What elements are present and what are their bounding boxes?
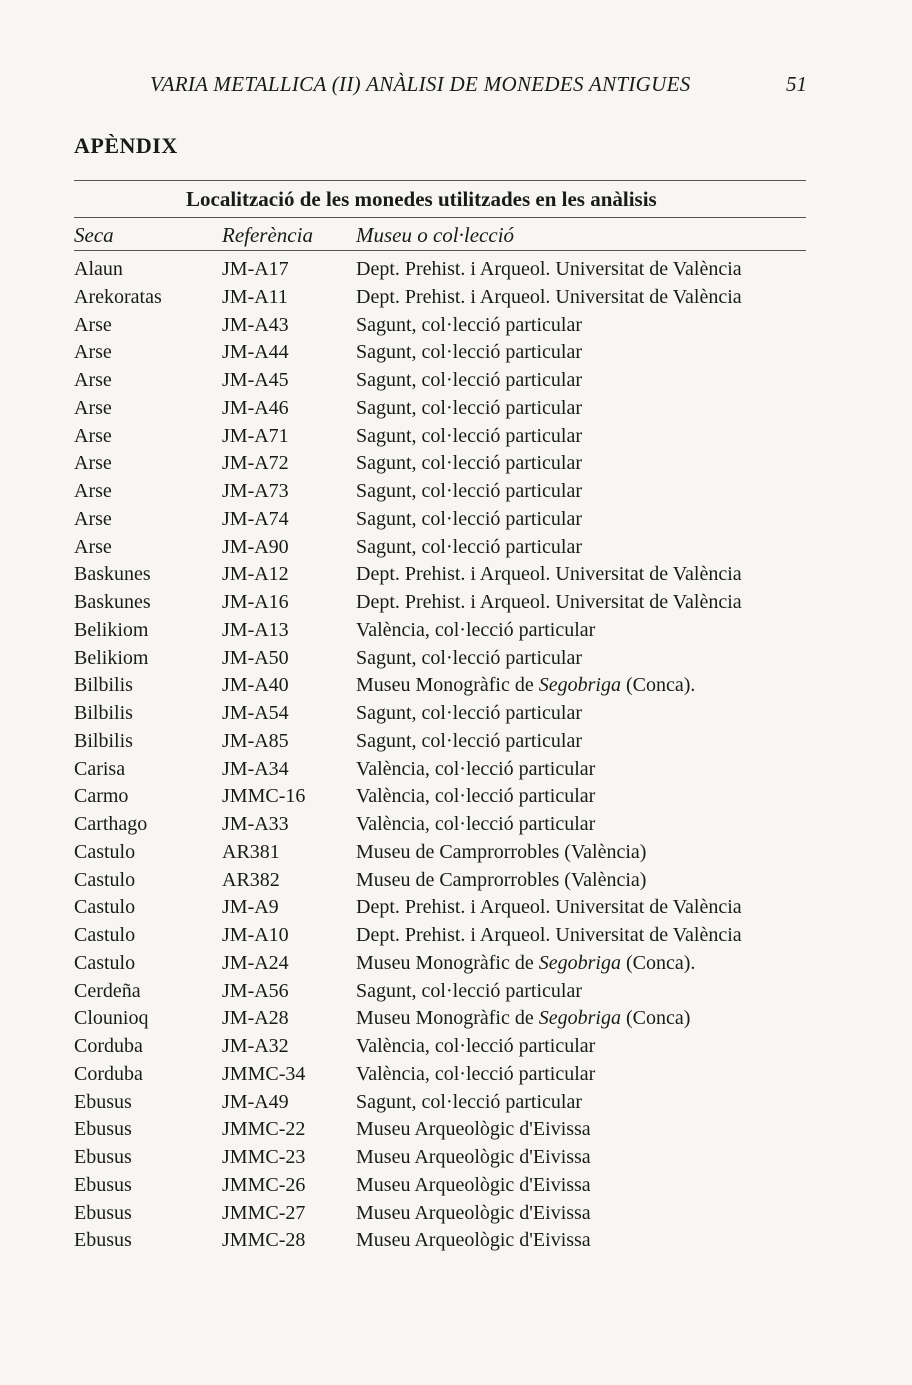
table-title: Localització de les monedes utilitzades en les anàlisis — [186, 187, 657, 211]
table-row — [0, 450, 912, 478]
cell-seca: Baskunes — [74, 563, 151, 586]
cell-seca: Bilbilis — [74, 729, 133, 752]
table-row — [0, 783, 912, 811]
cell-seca: Bilbilis — [74, 674, 133, 697]
cell-referencia: JM-A28 — [222, 1007, 289, 1030]
cell-museu: Museu Arqueològic d'Eivissa — [356, 1201, 591, 1224]
cell-seca: Belikiom — [74, 618, 149, 641]
cell-referencia: JM-A12 — [222, 563, 289, 586]
table-row — [0, 839, 912, 867]
cell-seca: Belikiom — [74, 646, 149, 669]
table-row — [0, 506, 912, 534]
cell-referencia: JM-A16 — [222, 591, 289, 613]
cell-museu: Sagunt, col·lecció particular — [356, 979, 583, 1002]
cell-seca: Castulo — [74, 951, 136, 974]
cell-museu: Sagunt, col·lecció particular — [356, 424, 583, 447]
table-row — [0, 811, 912, 839]
cell-referencia: JMMC-28 — [222, 1229, 306, 1252]
table-row — [0, 728, 912, 756]
section-title: APÈNDIX — [74, 133, 178, 158]
table-row — [0, 561, 912, 589]
table-row — [0, 1172, 912, 1200]
cell-referencia: JM-A24 — [222, 951, 289, 974]
cell-referencia: JM-A71 — [222, 424, 289, 447]
page-number: 51 — [786, 72, 807, 96]
cell-referencia: JM-A54 — [222, 702, 289, 724]
cell-seca: Arse — [74, 369, 112, 391]
table-top-rule — [74, 180, 806, 181]
cell-museu: Museu Monogràfic de Segobriga (Conca). — [356, 951, 696, 974]
cell-seca: Bilbilis — [74, 702, 133, 724]
cell-referencia: JM-A56 — [222, 979, 289, 1002]
table-row — [0, 1200, 912, 1228]
cell-referencia: JM-A32 — [222, 1035, 289, 1057]
table-row — [0, 284, 912, 312]
cell-seca: Arse — [74, 507, 112, 530]
table-row — [0, 978, 912, 1006]
table-row — [0, 1089, 912, 1117]
cell-museu: València, col·lecció particular — [356, 785, 596, 808]
cell-referencia: JM-A73 — [222, 480, 289, 502]
cell-museu: Dept. Prehist. i Arqueol. Universitat de València — [356, 563, 742, 586]
cell-museu: Sagunt, col·lecció particular — [356, 702, 583, 724]
cell-museu: Sagunt, col·lecció particular — [356, 1090, 583, 1113]
table-row — [0, 367, 912, 395]
cell-museu: Sagunt, col·lecció particular — [356, 646, 583, 669]
cell-referencia: JM-A74 — [222, 507, 289, 530]
cell-museu: Sagunt, col·lecció particular — [356, 396, 583, 419]
table-row — [0, 1061, 912, 1089]
table-row — [0, 894, 912, 922]
cell-referencia: JM-A17 — [222, 258, 289, 280]
cell-seca: Arse — [74, 313, 112, 336]
table-row — [0, 1227, 912, 1255]
table-row — [0, 1144, 912, 1172]
cell-referencia: JM-A40 — [222, 674, 289, 697]
cell-referencia: JMMC-26 — [222, 1173, 306, 1196]
cell-museu: Sagunt, col·lecció particular — [356, 507, 583, 530]
cell-referencia: JM-A11 — [222, 285, 288, 308]
cell-museu: València, col·lecció particular — [356, 757, 596, 780]
cell-referencia: JM-A33 — [222, 813, 289, 835]
cell-museu: Museu Arqueològic d'Eivissa — [356, 1173, 591, 1196]
cell-museu: Sagunt, col·lecció particular — [356, 452, 583, 475]
cell-referencia: JM-A13 — [222, 618, 289, 641]
cell-seca: Ebusus — [74, 1201, 132, 1224]
cell-referencia: JM-A44 — [222, 341, 289, 364]
table-row — [0, 312, 912, 340]
table-row — [0, 922, 912, 950]
cell-museu: Museu Monogràfic de Segobriga (Conca) — [356, 1007, 691, 1030]
cell-seca: Cerdeña — [74, 979, 141, 1002]
cell-referencia: JMMC-23 — [222, 1146, 306, 1168]
cell-seca: Carmo — [74, 785, 129, 808]
cell-referencia: JMMC-16 — [222, 785, 306, 808]
cell-referencia: JM-A10 — [222, 924, 289, 946]
table-row — [0, 1116, 912, 1144]
cell-museu: Museu de Camprorrobles (València) — [356, 840, 647, 863]
cell-museu: Sagunt, col·lecció particular — [356, 729, 583, 752]
cell-museu: Sagunt, col·lecció particular — [356, 480, 583, 502]
table-row — [0, 700, 912, 728]
cell-referencia: JMMC-34 — [222, 1062, 306, 1085]
cell-referencia: JM-A46 — [222, 396, 289, 419]
cell-museu: Dept. Prehist. i Arqueol. Universitat de València — [356, 896, 742, 919]
cell-referencia: JM-A45 — [222, 369, 289, 391]
column-header-seca: Seca — [74, 223, 114, 247]
cell-referencia: JM-A85 — [222, 729, 289, 752]
cell-museu: Dept. Prehist. i Arqueol. Universitat de València — [356, 258, 742, 280]
cell-museu: València, col·lecció particular — [356, 1035, 596, 1057]
cell-museu: Dept. Prehist. i Arqueol. Universitat de València — [356, 591, 742, 613]
cell-seca: Carisa — [74, 757, 126, 780]
header-rule — [74, 250, 806, 251]
cell-museu: Sagunt, col·lecció particular — [356, 369, 583, 391]
cell-seca: Arse — [74, 341, 112, 364]
cell-referencia: JM-A9 — [222, 896, 279, 919]
cell-museu: Sagunt, col·lecció particular — [356, 313, 583, 336]
cell-seca: Ebusus — [74, 1090, 132, 1113]
cell-referencia: JM-A90 — [222, 535, 289, 558]
cell-seca: Ebusus — [74, 1146, 132, 1168]
cell-museu: Dept. Prehist. i Arqueol. Universitat de València — [356, 924, 742, 946]
table-row — [0, 339, 912, 367]
table-row — [0, 395, 912, 423]
cell-referencia: JM-A43 — [222, 313, 289, 336]
table-row — [0, 672, 912, 700]
cell-seca: Arse — [74, 396, 112, 419]
running-head-title: VARIA METALLICA (II) ANÀLISI DE MONEDES ANTIGUES — [150, 72, 691, 96]
cell-museu: Museu de Camprorrobles (València) — [356, 868, 647, 891]
table-row — [0, 478, 912, 506]
table-row — [0, 589, 912, 617]
cell-referencia: JM-A49 — [222, 1090, 289, 1113]
cell-museu: Museu Arqueològic d'Eivissa — [356, 1118, 591, 1141]
cell-referencia: JM-A72 — [222, 452, 289, 475]
cell-museu: Dept. Prehist. i Arqueol. Universitat de València — [356, 285, 742, 308]
cell-seca: Corduba — [74, 1035, 143, 1057]
table-row — [0, 617, 912, 645]
cell-seca: Corduba — [74, 1062, 143, 1085]
cell-referencia: JMMC-22 — [222, 1118, 306, 1141]
cell-seca: Ebusus — [74, 1173, 132, 1196]
cell-seca: Arse — [74, 452, 112, 475]
cell-museu: Sagunt, col·lecció particular — [356, 535, 583, 558]
table-title-rule — [74, 217, 806, 218]
cell-referencia: JM-A50 — [222, 646, 289, 669]
cell-seca: Castulo — [74, 924, 136, 946]
cell-seca: Castulo — [74, 896, 136, 919]
cell-seca: Arse — [74, 480, 112, 502]
table-row — [0, 256, 912, 284]
cell-seca: Ebusus — [74, 1118, 132, 1141]
cell-seca: Arse — [74, 535, 112, 558]
cell-museu: València, col·lecció particular — [356, 618, 596, 641]
cell-referencia: JMMC-27 — [222, 1201, 306, 1224]
cell-seca: Castulo — [74, 840, 136, 863]
cell-seca: Ebusus — [74, 1229, 132, 1252]
cell-seca: Arekoratas — [74, 285, 162, 308]
cell-referencia: JM-A34 — [222, 757, 289, 780]
cell-seca: Carthago — [74, 813, 148, 835]
cell-museu: Museu Arqueològic d'Eivissa — [356, 1229, 591, 1252]
cell-seca: Baskunes — [74, 591, 151, 613]
cell-museu: València, col·lecció particular — [356, 813, 596, 835]
cell-seca: Castulo — [74, 868, 136, 891]
cell-seca: Arse — [74, 424, 112, 447]
cell-museu: Museu Arqueològic d'Eivissa — [356, 1146, 591, 1168]
table-row — [0, 1033, 912, 1061]
table-row — [0, 423, 912, 451]
table-row — [0, 950, 912, 978]
cell-referencia: AR381 — [222, 840, 280, 863]
table-row — [0, 534, 912, 562]
column-header-museu: Museu o col·lecció — [356, 223, 515, 247]
cell-museu: València, col·lecció particular — [356, 1062, 596, 1085]
table-row — [0, 1005, 912, 1033]
cell-seca: Clounioq — [74, 1007, 149, 1030]
cell-museu: Sagunt, col·lecció particular — [356, 341, 583, 364]
cell-referencia: AR382 — [222, 868, 280, 891]
column-header-referencia: Referència — [222, 223, 313, 247]
cell-museu: Museu Monogràfic de Segobriga (Conca). — [356, 674, 696, 697]
table-row — [0, 645, 912, 673]
cell-seca: Alaun — [74, 258, 123, 280]
table-body — [0, 256, 912, 1255]
table-row — [0, 867, 912, 895]
table-row — [0, 756, 912, 784]
